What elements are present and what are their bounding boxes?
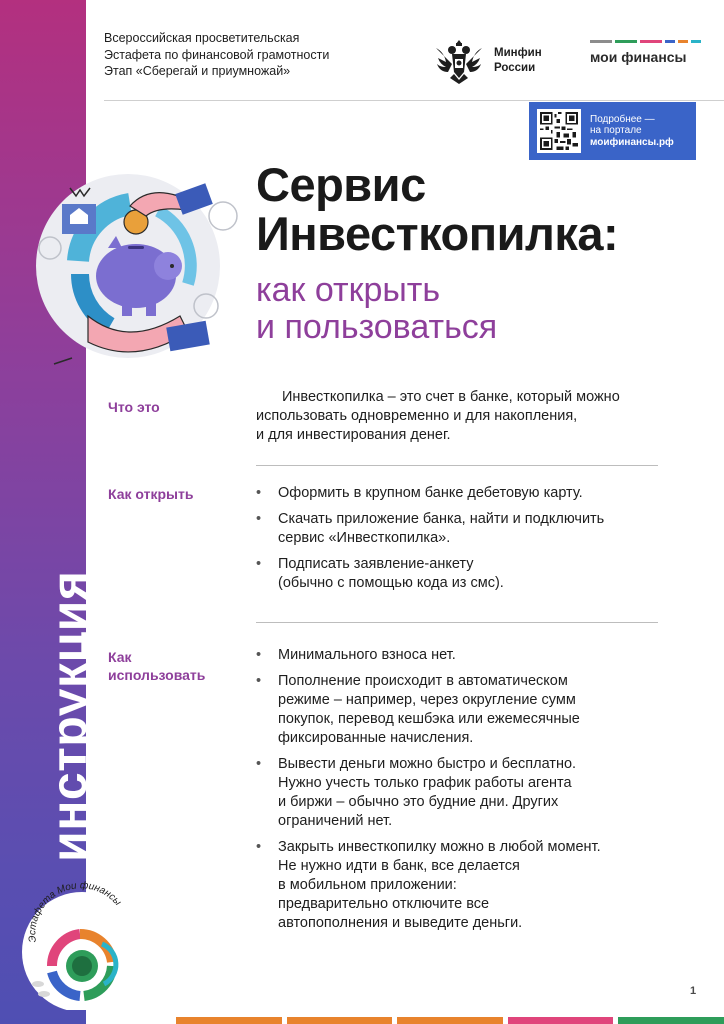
text-line: использовать одновременно и для накопления, <box>256 408 578 424</box>
estafeta-logo <box>14 880 144 1010</box>
header-event-text <box>104 30 329 80</box>
item-line: • Оформить в крупном банке дебетовую карту. <box>278 485 583 501</box>
color-bar <box>615 40 637 43</box>
color-bar <box>640 40 662 43</box>
list-item <box>256 484 604 503</box>
section-divider <box>256 465 658 466</box>
color-bar <box>691 40 701 43</box>
minfin-line: Минфин <box>494 47 542 59</box>
item-line: покупок, перевод кешбэка или ежемесячные <box>278 711 580 727</box>
item-line: сервис «Инвесткопилка». <box>278 530 451 546</box>
section-label-use <box>108 648 205 684</box>
moifin-color-bars <box>590 40 701 43</box>
promo-text <box>590 114 674 149</box>
header-line: Эстафета по финансовой грамотности <box>104 47 330 62</box>
list-item <box>256 755 601 831</box>
text-line: и для инвестирования денег. <box>256 427 451 443</box>
page-number: 1 <box>690 985 697 997</box>
label-line: Как <box>108 649 132 665</box>
item-line: автопополнения и выведите деньги. <box>278 915 523 931</box>
qr-code-icon[interactable] <box>537 109 581 153</box>
title-line: Сервис <box>256 158 426 211</box>
text-line: Инвесткопилка – это счет в банке, который можно <box>282 389 620 405</box>
section-label-open: Как открыть <box>108 486 194 502</box>
side-label: инструкция <box>41 570 97 862</box>
item-line: • Скачать приложение банка, найти и подключить <box>278 511 605 527</box>
label-line: использовать <box>108 667 206 683</box>
moifin-label: мои финансы <box>590 49 687 65</box>
strip-segment <box>618 1017 724 1024</box>
strip-segment <box>176 1017 282 1024</box>
list-item <box>256 555 604 593</box>
color-bar <box>665 40 675 43</box>
list-item <box>256 646 601 665</box>
portal-link[interactable]: моифинансы.рф <box>590 136 674 148</box>
page-title <box>256 160 618 258</box>
minfin-logo <box>432 34 542 88</box>
bottom-color-strip <box>176 1017 724 1024</box>
header-divider <box>104 100 724 101</box>
list-item <box>256 672 601 748</box>
item-line: • Подписать заявление-анкету <box>278 556 474 572</box>
item-line: Не нужно идти в банк, все делается <box>278 858 520 874</box>
color-bar <box>678 40 688 43</box>
subtitle-line: как открыть <box>256 271 441 309</box>
minfin-line: России <box>494 62 536 74</box>
color-bar <box>590 40 612 43</box>
item-line: • Минимального взноса нет. <box>278 647 456 663</box>
promo-line: на портале <box>590 125 642 137</box>
item-line: ограничений нет. <box>278 813 393 829</box>
open-steps-list <box>256 484 604 600</box>
item-line: в мобильном приложении: <box>278 877 457 893</box>
item-line: предварительно отключите все <box>278 896 490 912</box>
portal-promo[interactable] <box>529 102 696 160</box>
side-band <box>0 0 97 1024</box>
item-line: (обычно с помощью кода из смс). <box>278 575 504 591</box>
item-line: Нужно учесть только график работы агента <box>278 775 572 791</box>
section-divider <box>256 622 658 623</box>
item-line: и биржи – обычно это будние дни. Других <box>278 794 559 810</box>
item-line: режиме – например, через округление сумм <box>278 692 576 708</box>
strip-segment <box>287 1017 393 1024</box>
promo-line: Подробнее — <box>590 113 655 125</box>
strip-segment <box>397 1017 503 1024</box>
section-what-text <box>256 388 620 445</box>
item-line: • Пополнение происходит в автоматическом <box>278 673 568 689</box>
eagle-emblem-icon <box>432 34 486 88</box>
moifin-logo <box>590 40 701 65</box>
estafeta-logo-text: Эстафета Мои финансы <box>27 880 124 943</box>
piggy-bank-illustration <box>18 166 252 376</box>
strip-segment <box>508 1017 614 1024</box>
header-line: Этап «Сберегай и приумножай» <box>104 64 291 78</box>
minfin-text <box>494 46 542 76</box>
page-subtitle <box>256 272 497 346</box>
list-item <box>256 510 604 548</box>
header-line: Всероссийская просветительская <box>104 31 300 45</box>
list-item <box>256 838 601 933</box>
item-line: фиксированные начисления. <box>278 730 474 746</box>
use-tips-list <box>256 646 601 940</box>
item-line: • Вывести деньги можно быстро и бесплатно. <box>278 756 577 772</box>
section-label-what: Что это <box>108 399 160 415</box>
subtitle-line: и пользоваться <box>256 308 498 346</box>
item-line: • Закрыть инвесткопилку можно в любой момент. <box>278 839 601 855</box>
title-line: Инвесткопилка: <box>256 207 619 260</box>
